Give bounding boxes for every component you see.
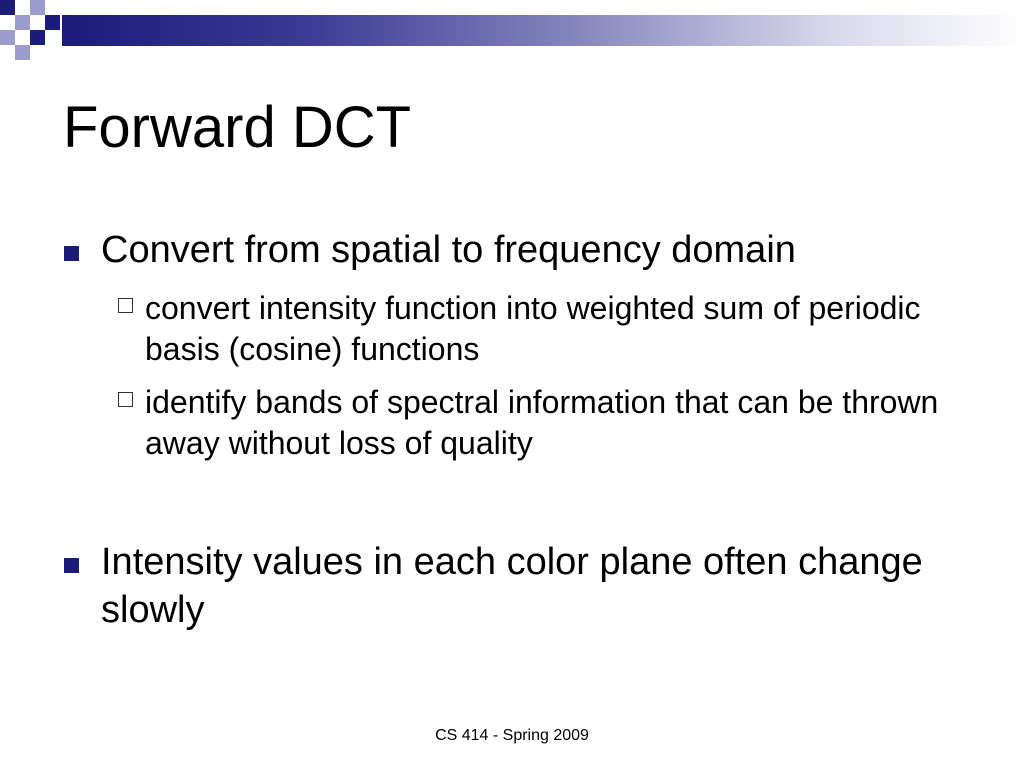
- decor-square: [30, 0, 45, 15]
- decor-square: [30, 30, 45, 45]
- header-decoration: [0, 0, 1024, 62]
- hollow-square-bullet-icon: [118, 298, 133, 313]
- slide-title: Forward DCT: [63, 95, 412, 160]
- slide-footer: CS 414 - Spring 2009: [435, 727, 589, 744]
- sub-bullet-text: convert intensity function into weighted sum of periodic basis (cosine) functions: [145, 290, 921, 367]
- header-gradient-bar: [62, 15, 1024, 46]
- square-bullet-icon: [64, 558, 79, 573]
- decor-square: [45, 15, 60, 30]
- sub-bullet-text: identify bands of spectral information that can be thrown away without loss of quality: [145, 384, 939, 461]
- hollow-square-bullet-icon: [118, 392, 133, 407]
- decor-square: [15, 15, 30, 30]
- decor-square: [0, 0, 15, 15]
- bullet-text: Intensity values in each color plane often change slowly: [101, 541, 923, 631]
- decor-square: [0, 30, 15, 45]
- square-bullet-icon: [64, 246, 79, 261]
- decor-square: [15, 45, 30, 60]
- bullet-text: Convert from spatial to frequency domain: [101, 229, 796, 271]
